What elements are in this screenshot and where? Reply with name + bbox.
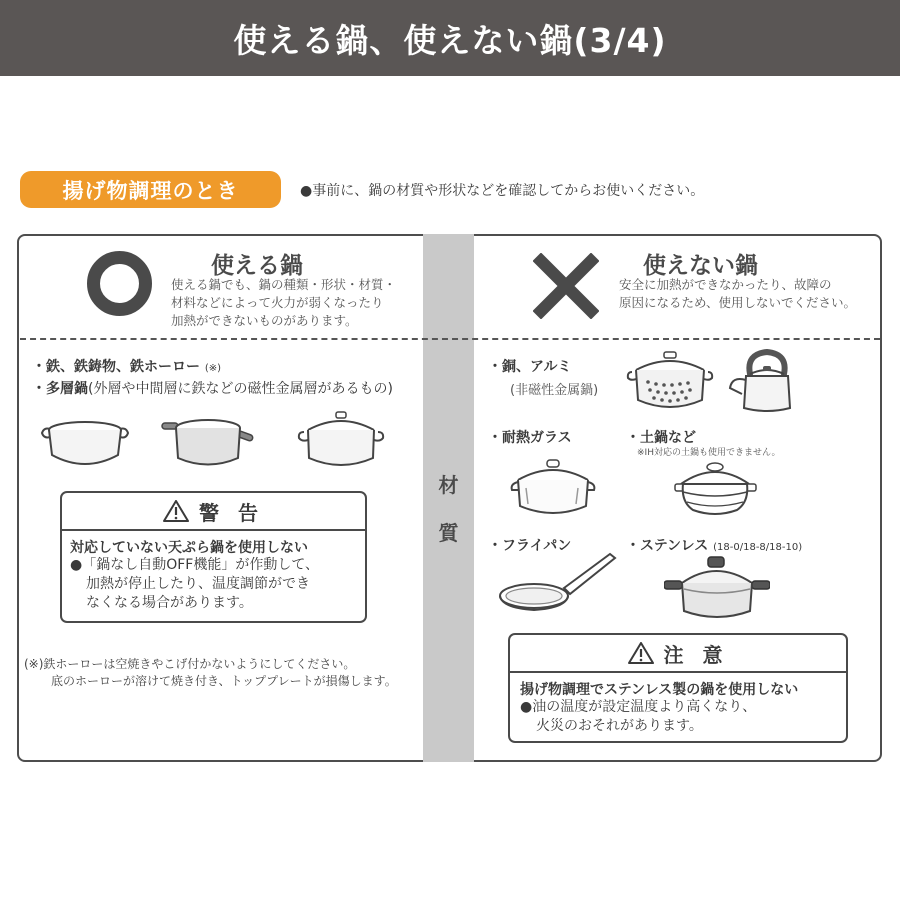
usable-title: 使える鍋	[211, 253, 303, 279]
footnote: (※)鉄ホーローは空焼きやこげ付かないようにしてください。 底のホーローが溶けて焼き付き、トッププレートが損傷します。	[24, 657, 397, 688]
caution-box	[508, 633, 848, 743]
unusable-item-frypan: ・フライパン	[488, 538, 572, 554]
circle-ok-icon	[87, 251, 152, 316]
unusable-title: 使えない鍋	[643, 253, 758, 279]
usable-item-iron: ・鉄、鉄鋳物、鉄ホーロー (※)	[32, 359, 222, 375]
caution-title: 注 意	[663, 642, 729, 667]
section-tag: 揚げ物調理のとき	[20, 171, 281, 208]
aluminum-pot-icon	[626, 348, 714, 413]
usable-item-multilayer: ・多層鍋(外層や中間層に鉄などの磁性金属層があるもの)	[32, 381, 393, 397]
warning-title: 警 告	[199, 500, 264, 525]
section-note: ●事前に、鍋の材質や形状などを確認してからお使いください。	[300, 183, 705, 199]
unusable-item-clay: ・土鍋など	[626, 430, 696, 446]
caution-subtitle: 揚げ物調理でステンレス製の鍋を使用しない	[520, 682, 799, 698]
lidded-pot-icon	[296, 410, 386, 470]
multilayer-pot-icon	[160, 413, 255, 473]
warning-triangle-icon	[163, 500, 189, 522]
iron-pot-icon	[40, 415, 130, 470]
warning-body: ●「鍋なし自動OFF機能」が作動して、 加熱が停止したり、温度調節ができ なくなる場合があります。	[70, 557, 320, 611]
clay-pot-icon	[673, 458, 758, 520]
unusable-desc: 安全に加熱ができなかったり、故障の 原因になるため、使用しないでください。	[619, 277, 857, 310]
glass-pot-icon	[508, 458, 598, 520]
unusable-item-clay-note: ※IH対応の土鍋も使用できません。	[637, 448, 781, 458]
caution-body: ●油の温度が設定温度より高くなり、 火災のおそれがあります。	[520, 699, 757, 734]
dashed-divider	[20, 338, 880, 340]
usable-desc: 使える鍋でも、鍋の種類・形状・材質・ 材料などによって火力が弱くなったり 加熱ができないものがあります。	[171, 277, 397, 328]
stainless-pot-icon	[664, 555, 770, 623]
material-label-2: 質	[438, 521, 459, 545]
caution-triangle-icon	[628, 642, 654, 664]
cross-ng-icon	[533, 253, 599, 319]
unusable-item-stainless: ・ステンレス (18-0/18-8/18-10)	[626, 538, 803, 554]
material-label-1: 材	[438, 473, 459, 497]
material-column	[423, 234, 474, 762]
warning-box	[60, 491, 367, 623]
unusable-item-copper-sub: (非磁性金属鍋)	[510, 383, 599, 398]
page-title: 使える鍋、使えない鍋(3/4)	[233, 20, 667, 60]
frypan-icon	[498, 550, 618, 616]
warning-header	[62, 493, 365, 531]
unusable-item-copper: ・銅、アルミ	[488, 359, 572, 375]
kettle-icon	[728, 348, 806, 416]
unusable-item-glass: ・耐熱ガラス	[488, 430, 572, 446]
caution-header	[510, 635, 846, 673]
warning-subtitle: 対応していない天ぷら鍋を使用しない	[70, 540, 308, 556]
page-header	[0, 0, 900, 76]
